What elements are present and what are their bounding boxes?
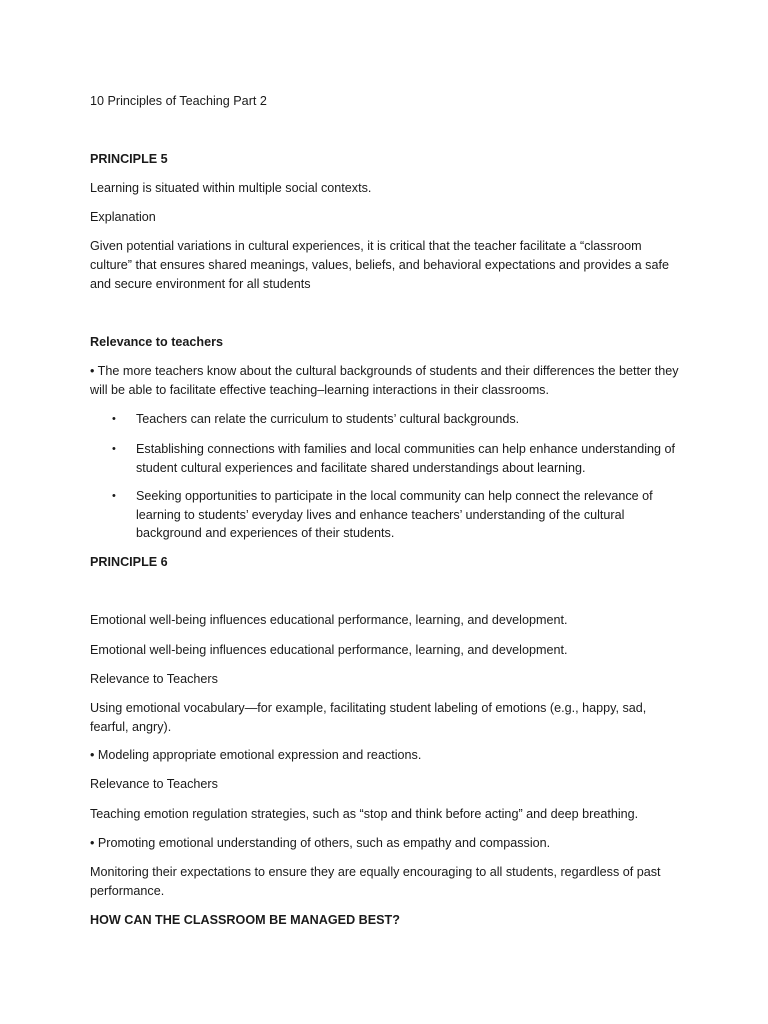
relevance-intro: • The more teachers know about the cultural backgrounds of students and their differences the better they will be able to facilitate effective teaching–learning interactions in their classrooms.	[90, 364, 679, 397]
emotional-vocabulary-text: Using emotional vocabulary—for example, facilitating student labeling of emotions (e.g., happy, sad, fearful, angry).	[90, 701, 647, 734]
relevance-label: Relevance to Teachers	[90, 672, 218, 686]
list-item-text: Teachers can relate the curriculum to students’ cultural backgrounds.	[136, 412, 520, 426]
principle-6-statement: Emotional well-being influences educational performance, learning, and development.	[90, 613, 568, 627]
classroom-management-heading: HOW CAN THE CLASSROOM BE MANAGED BEST?	[90, 913, 400, 927]
empathy-text: • Promoting emotional understanding of others, such as empathy and compassion.	[90, 836, 551, 850]
relevance-label-2: Relevance to Teachers	[90, 777, 218, 791]
modeling-text: • Modeling appropriate emotional expression and reactions.	[90, 748, 422, 762]
principle-6-heading: PRINCIPLE 6	[90, 555, 168, 569]
principle-5-heading: PRINCIPLE 5	[90, 152, 168, 166]
relevance-heading: Relevance to teachers	[90, 335, 224, 349]
bullet-marker: •	[112, 443, 116, 455]
principle-5-statement: Learning is situated within multiple social contexts.	[90, 181, 372, 195]
regulation-text: Teaching emotion regulation strategies, such as “stop and think before acting” and deep breathing.	[90, 807, 639, 821]
monitoring-text: Monitoring their expectations to ensure they are equally encouraging to all students, regardless of past performance.	[90, 865, 661, 898]
list-item-text: Establishing connections with families and local communities can help enhance understanding of student cultural experiences and facilitate shared understandings about learning.	[136, 442, 676, 475]
list-item-text: Seeking opportunities to participate in the local community can help connect the relevance of learning to students’ everyday lives and enhance teachers’ understanding of the cultural background and experiences of their students.	[136, 489, 653, 540]
explanation-label: Explanation	[90, 210, 156, 224]
bullet-marker: •	[112, 490, 116, 502]
document-title: 10 Principles of Teaching Part 2	[90, 94, 267, 108]
bullet-marker: •	[112, 413, 116, 425]
explanation-text: Given potential variations in cultural experiences, it is critical that the teacher facilitate a “classroom culture” that ensures shared meanings, values, beliefs, and behavioral expectations and provides a safe and secure environment for all students	[90, 239, 669, 291]
principle-6-statement-repeat: Emotional well-being influences educational performance, learning, and development.	[90, 643, 568, 657]
